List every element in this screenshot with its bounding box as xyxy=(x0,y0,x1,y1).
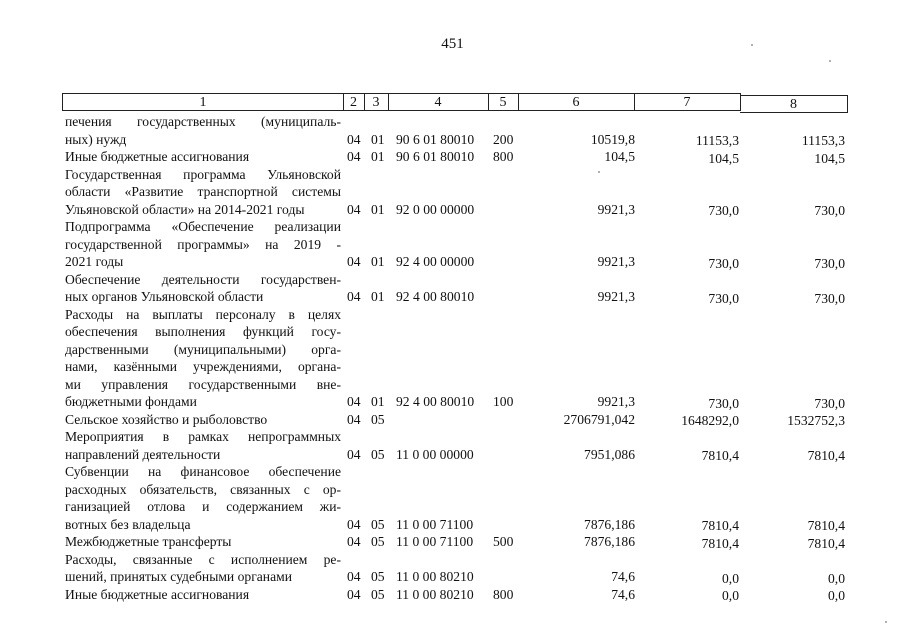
row-name-line: Обеспечение деятельности государствен- xyxy=(65,271,341,287)
subsection-code: 05 xyxy=(371,446,385,462)
amount-col-7: 730,0 xyxy=(708,395,739,411)
row-name-line: Межбюджетные трансферты xyxy=(65,534,232,549)
row-name-line: 2021 годы xyxy=(65,254,124,269)
amount-col-8: 730,0 xyxy=(814,255,845,271)
subsection-code: 01 xyxy=(371,289,385,304)
page-number: 451 xyxy=(441,36,464,52)
row-name-line: ных органов Ульяновской области xyxy=(65,289,264,304)
target-article-code: 92 4 00 80010 xyxy=(396,289,475,304)
expense-type-code: 100 xyxy=(493,394,514,409)
target-article-code: 90 6 01 80010 xyxy=(396,149,475,164)
header-col-5: 5 xyxy=(488,93,519,111)
target-article-code: 92 4 00 80010 xyxy=(396,394,475,409)
amount-col-8: 730,0 xyxy=(814,290,845,306)
amount-col-8: 0,0 xyxy=(828,588,845,603)
target-article-code: 11 0 00 80210 xyxy=(396,586,474,602)
subsection-code: 05 xyxy=(371,569,385,584)
section-code: 04 xyxy=(347,411,361,427)
row-name-line: государственной программы» на 2019 - xyxy=(65,236,341,252)
amount-col-7: 7810,4 xyxy=(701,518,739,533)
amount-col-6: 10519,8 xyxy=(590,131,635,147)
target-article-code: 90 6 01 80010 xyxy=(396,131,475,147)
section-code: 04 xyxy=(347,131,361,147)
amount-col-6: 74,6 xyxy=(611,586,635,602)
section-code: 04 xyxy=(347,149,361,164)
amount-col-8: 0,0 xyxy=(828,570,845,586)
expense-type-code: 800 xyxy=(493,586,514,602)
scan-speck xyxy=(829,60,831,62)
header-col-2: 2 xyxy=(343,93,365,111)
amount-col-6: 7876,186 xyxy=(584,534,635,549)
amount-col-6: 7951,086 xyxy=(584,446,635,462)
row-name xyxy=(65,463,341,533)
row-name xyxy=(65,428,341,463)
amount-col-7: 104,5 xyxy=(708,150,739,166)
row-name-line: дарственными (муниципальными) орга- xyxy=(65,341,341,357)
row-name xyxy=(65,586,341,604)
row-name-line: Расходы на выплаты персоналу в целях xyxy=(65,306,341,322)
header-col-6: 6 xyxy=(518,93,635,111)
subsection-code: 05 xyxy=(371,586,385,602)
row-name-line: Мероприятия в рамках непрограммных xyxy=(65,429,341,444)
row-name-line: нами, казёнными учреждениями, органа- xyxy=(65,359,341,374)
row-name-line: области «Развитие транспортной системы xyxy=(65,184,341,199)
header-col-1: 1 xyxy=(62,93,344,111)
row-name-line: Подпрограмма «Обеспечение реализации xyxy=(65,219,341,234)
section-code: 04 xyxy=(347,516,361,532)
row-name xyxy=(65,218,341,271)
target-article-code: 11 0 00 71100 xyxy=(396,534,474,549)
expense-type-code: 800 xyxy=(493,149,514,164)
row-name-line: бюджетными фондами xyxy=(65,394,197,409)
scan-speck xyxy=(885,621,887,623)
row-name xyxy=(65,148,341,166)
section-code: 04 xyxy=(347,586,361,602)
row-name xyxy=(65,533,341,551)
subsection-code: 01 xyxy=(371,254,385,269)
amount-col-7: 730,0 xyxy=(708,290,739,306)
row-name xyxy=(65,166,341,219)
amount-col-8: 7810,4 xyxy=(807,448,845,463)
amount-col-7: 11153,3 xyxy=(695,133,739,148)
expense-type-code: 200 xyxy=(493,131,514,147)
scan-speck xyxy=(598,171,600,173)
amount-col-7: 730,0 xyxy=(708,203,739,218)
amount-col-8: 7810,4 xyxy=(807,535,845,551)
subsection-code: 01 xyxy=(371,131,385,147)
target-article-code: 11 0 00 80210 xyxy=(396,569,474,584)
amount-col-8: 11153,3 xyxy=(801,133,845,148)
row-name-line: обеспечения выполнения функций госу- xyxy=(65,324,341,339)
section-code: 04 xyxy=(347,569,361,584)
row-name-line: направлений деятельности xyxy=(65,446,221,462)
row-name-line: шений, принятых судебными органами xyxy=(65,569,292,584)
amount-col-7: 1648292,0 xyxy=(681,413,739,428)
section-code: 04 xyxy=(347,446,361,462)
scan-speck xyxy=(751,44,753,46)
row-name-line: Расходы, связанные с исполнением ре- xyxy=(65,551,341,567)
amount-col-7: 0,0 xyxy=(722,588,739,603)
amount-col-6: 9921,3 xyxy=(597,201,635,217)
target-article-code: 92 4 00 00000 xyxy=(396,254,475,269)
amount-col-7: 0,0 xyxy=(722,570,739,586)
header-col-8: 8 xyxy=(740,95,848,113)
amount-col-7: 7810,4 xyxy=(701,448,739,463)
row-name-line: вотных без владельца xyxy=(65,516,191,532)
subsection-code: 05 xyxy=(371,534,385,549)
amount-col-7: 730,0 xyxy=(708,255,739,271)
row-name xyxy=(65,411,341,429)
amount-col-8: 104,5 xyxy=(814,150,845,166)
section-code: 04 xyxy=(347,394,361,409)
header-col-7: 7 xyxy=(634,93,741,111)
amount-col-6: 9921,3 xyxy=(597,254,635,269)
amount-col-8: 1532752,3 xyxy=(787,413,845,428)
amount-col-8: 730,0 xyxy=(814,203,845,218)
amount-col-6: 9921,3 xyxy=(597,394,635,409)
expense-type-code: 500 xyxy=(493,534,514,549)
row-name-line: печения государственных (муниципаль- xyxy=(65,114,341,129)
amount-col-6: 104,5 xyxy=(604,149,635,164)
subsection-code: 05 xyxy=(371,411,385,427)
row-name-line: Сельское хозяйство и рыболовство xyxy=(65,411,268,427)
target-article-code: 92 0 00 00000 xyxy=(396,201,475,217)
section-code: 04 xyxy=(347,534,361,549)
section-code: 04 xyxy=(347,201,361,217)
row-name-line: ми управления государственными вне- xyxy=(65,376,341,392)
row-name-line: ных) нужд xyxy=(65,131,127,147)
subsection-code: 01 xyxy=(371,394,385,409)
row-name-line: Государственная программа Ульяновской xyxy=(65,166,341,182)
amount-col-6: 74,6 xyxy=(611,569,635,584)
target-article-code: 11 0 00 71100 xyxy=(396,516,474,532)
subsection-code: 01 xyxy=(371,149,385,164)
amount-col-8: 730,0 xyxy=(814,395,845,411)
row-name xyxy=(65,306,341,411)
amount-col-6: 9921,3 xyxy=(597,289,635,304)
row-name xyxy=(65,551,341,586)
subsection-code: 01 xyxy=(371,201,385,217)
row-name xyxy=(65,113,341,148)
amount-col-7: 7810,4 xyxy=(701,535,739,551)
header-col-3: 3 xyxy=(364,93,389,111)
target-article-code: 11 0 00 00000 xyxy=(396,446,474,462)
row-name-line: Иные бюджетные ассигнования xyxy=(65,586,250,602)
amount-col-6: 2706791,042 xyxy=(563,411,635,427)
row-name xyxy=(65,271,341,306)
row-name-line: Субвенции на финансовое обеспечение xyxy=(65,464,341,479)
subsection-code: 05 xyxy=(371,516,385,532)
row-name-line: Иные бюджетные ассигнования xyxy=(65,149,250,164)
row-name-line: ганизацией отлова и содержанием жи- xyxy=(65,499,341,514)
section-code: 04 xyxy=(347,254,361,269)
section-code: 04 xyxy=(347,289,361,304)
header-col-4: 4 xyxy=(388,93,489,111)
amount-col-6: 7876,186 xyxy=(584,516,635,532)
row-name-line: Ульяновской области» на 2014-2021 годы xyxy=(65,201,305,217)
amount-col-8: 7810,4 xyxy=(807,518,845,533)
row-name-line: расходных обязательств, связанных с ор- xyxy=(65,481,341,497)
